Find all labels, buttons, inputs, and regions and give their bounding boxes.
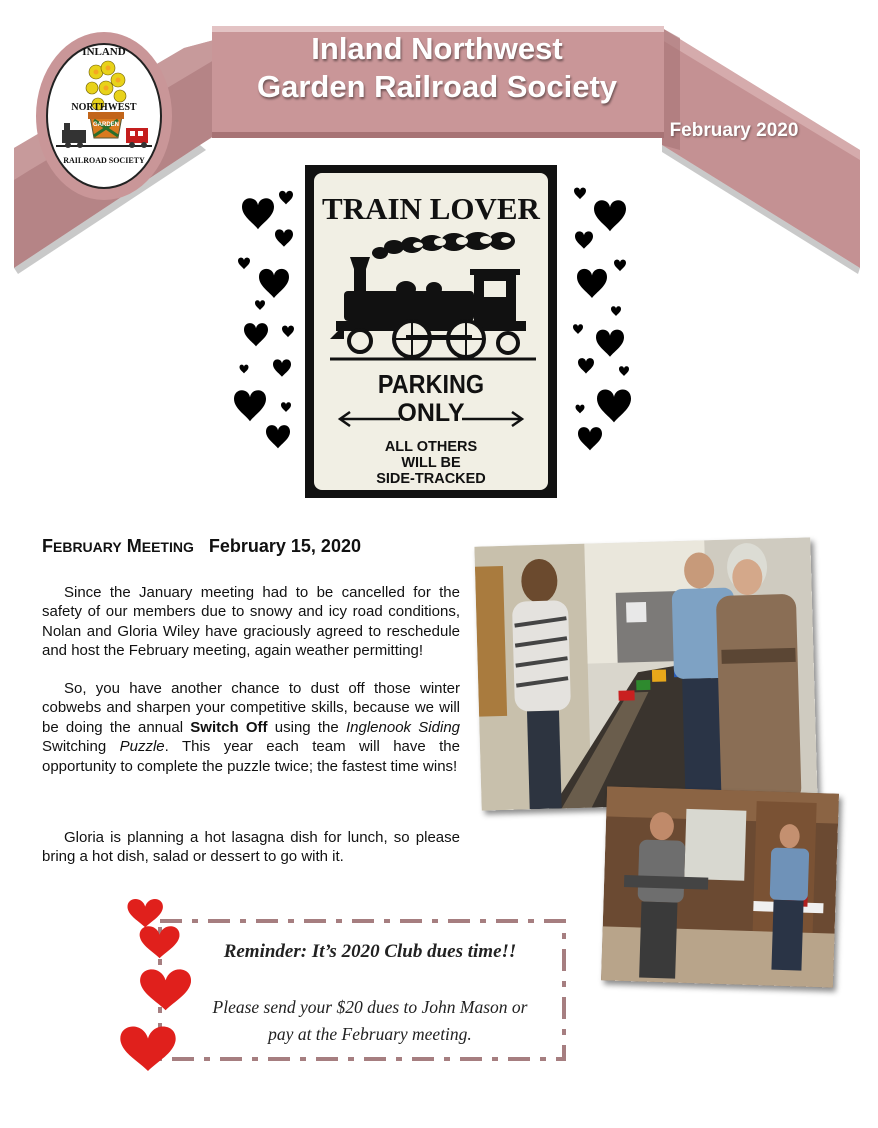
reminder-title: Reminder: It’s 2020 Club dues time!!: [223, 941, 517, 962]
logo-text-mid: NORTHWEST: [71, 102, 137, 113]
p2-puzzle: Puzzle: [119, 738, 165, 756]
reminder-line-2: pay at the February meeting.: [268, 1024, 472, 1044]
sign-panel: [314, 173, 548, 490]
p2-text-a: So, you have another chance to dust off those winter cobwebs and sharpen your competitive skills, because we will be doing the annual: [42, 680, 460, 736]
sign-title: TRAIN LOVER: [322, 191, 540, 226]
logo-text-top: INLAND: [82, 46, 126, 58]
p2-switch-off: Switch Off: [190, 718, 268, 736]
newsletter-title: [214, 30, 660, 106]
heart-icon: [127, 899, 162, 927]
society-logo: [34, 30, 174, 205]
sign-only: ONLY: [397, 399, 465, 427]
article-paragraph-1: Since the January meeting had to be cancelled for the safety of our members due to snowy and icy road conditions, Nolan and Gloria Wiley have graciously agreed to reschedule and host the February meeting, again weather permitting!: [42, 584, 460, 660]
sign-parking: PARKING: [377, 369, 485, 399]
reminder-body: [180, 994, 560, 1048]
meeting-heading: [42, 536, 361, 557]
logo-text-garden: GARDEN: [92, 122, 120, 128]
dues-reminder-box: [120, 895, 580, 1080]
article-paragraph-3: Gloria is planning a hot lasagna dish for lunch, so please bring a hot dish, salad or dessert to go with it.: [42, 829, 460, 866]
reminder-line-1: Please send your $20 dues to John Mason or: [212, 997, 528, 1017]
sign-line-3: ALL OTHERS: [384, 439, 478, 455]
heading-initial-m: M: [126, 536, 142, 556]
heading-rest-eeting: EETING: [141, 539, 194, 555]
sign-line-5: SIDE-TRACKED: [376, 471, 486, 487]
hearts-right-decoration: [566, 180, 638, 465]
issue-date: February 2020: [669, 120, 799, 141]
locomotive-icon: [330, 229, 536, 365]
p2-inglenook: Inglenook Siding: [346, 718, 460, 736]
heading-rest-ebruary: EBRUARY: [53, 539, 122, 555]
p2-text-b: using the: [267, 718, 346, 736]
logo-text-bottom: RAILROAD SOCIETY: [63, 156, 145, 165]
meeting-photo-1: [474, 537, 817, 810]
p2-text-d: . This year each team will have the opportunity to complete the puzzle twice; the fastest time wins!: [42, 738, 460, 775]
article-paragraph-2: [42, 679, 460, 776]
heart-icon: [120, 1027, 175, 1071]
meeting-photo-2: [601, 786, 839, 987]
train-lover-sign: [305, 165, 557, 498]
meeting-date: February 15, 2020: [208, 536, 361, 556]
sign-line-4: WILL BE: [401, 455, 461, 471]
title-line-1: Inland Northwest: [311, 31, 563, 66]
title-line-2: Garden Railroad Society: [256, 69, 618, 104]
sign-others: [314, 439, 548, 487]
hearts-left-decoration: [230, 180, 302, 465]
p2-text-c: Switching: [42, 738, 120, 756]
heading-initial-f: F: [42, 536, 53, 556]
